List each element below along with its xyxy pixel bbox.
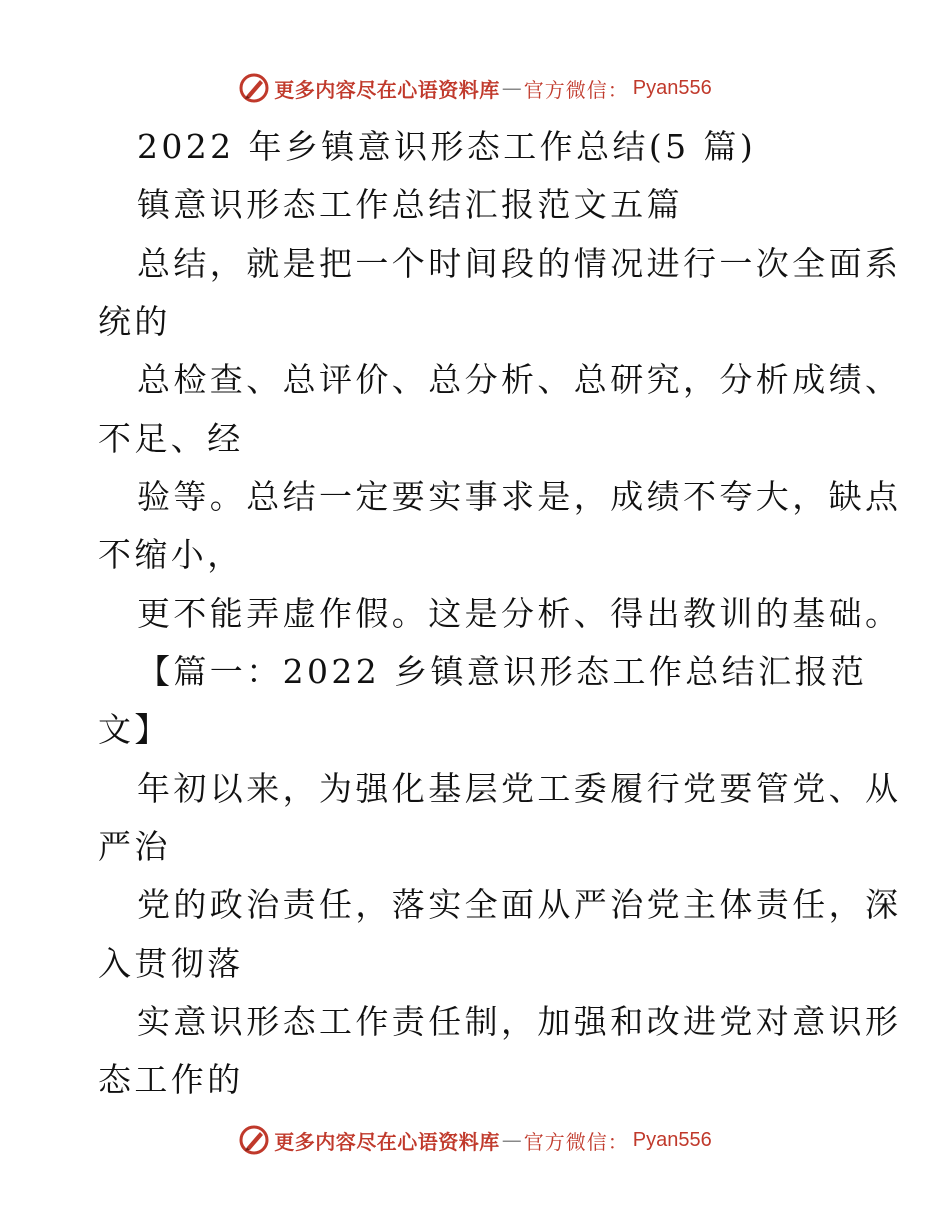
section-heading: 【篇一：2022 乡镇意识形态工作总结汇报范 [137,652,868,691]
paragraph-line: 不足、经 [98,419,244,458]
paragraph-line: 实意识形态工作责任制，加强和改进党对意识形 [137,1002,902,1041]
paragraph-line: 党的政治责任，落实全面从严治党主体责任，深 [137,885,902,924]
banner-wechat-label: 官方微信： [523,77,629,102]
paragraph-line: 态工作的 [98,1060,244,1099]
paragraph-line: 严治 [98,827,171,866]
banner-wechat-id: Pyan556 [632,1128,712,1151]
paragraph-line: 年初以来，为强化基层党工委履行党要管党、从 [137,769,902,808]
pen-logo-icon [238,1124,270,1156]
footer-banner [0,1120,950,1160]
banner-wechat-label: 官方微信： [523,1129,629,1154]
paragraph-line: 入贯彻落 [98,944,244,983]
paragraph-line: 验等。总结一定要实事求是，成绩不夸大，缺点 [137,477,902,516]
banner-separator: — [501,76,522,100]
pen-logo-icon [238,72,270,104]
banner-slogan: 更多内容尽在心语资料库 [274,1129,500,1154]
banner-separator: — [501,1128,522,1152]
header-banner [0,68,950,108]
banner-wechat-id: Pyan556 [632,76,712,99]
document-title: 2022 年乡镇意识形态工作总结(5 篇) [137,127,757,166]
paragraph-line: 更不能弄虚作假。这是分析、得出教训的基础。 [137,594,902,633]
document-subtitle: 镇意识形态工作总结汇报范文五篇 [137,185,683,224]
paragraph-line: 总检查、总评价、总分析、总研究，分析成绩、 [137,360,902,399]
paragraph-line: 统的 [98,302,171,341]
paragraph-line: 不缩小， [98,535,244,574]
paragraph-line: 总结，就是把一个时间段的情况进行一次全面系 [137,244,902,283]
banner-slogan: 更多内容尽在心语资料库 [274,77,500,102]
section-heading: 文】 [98,710,171,749]
